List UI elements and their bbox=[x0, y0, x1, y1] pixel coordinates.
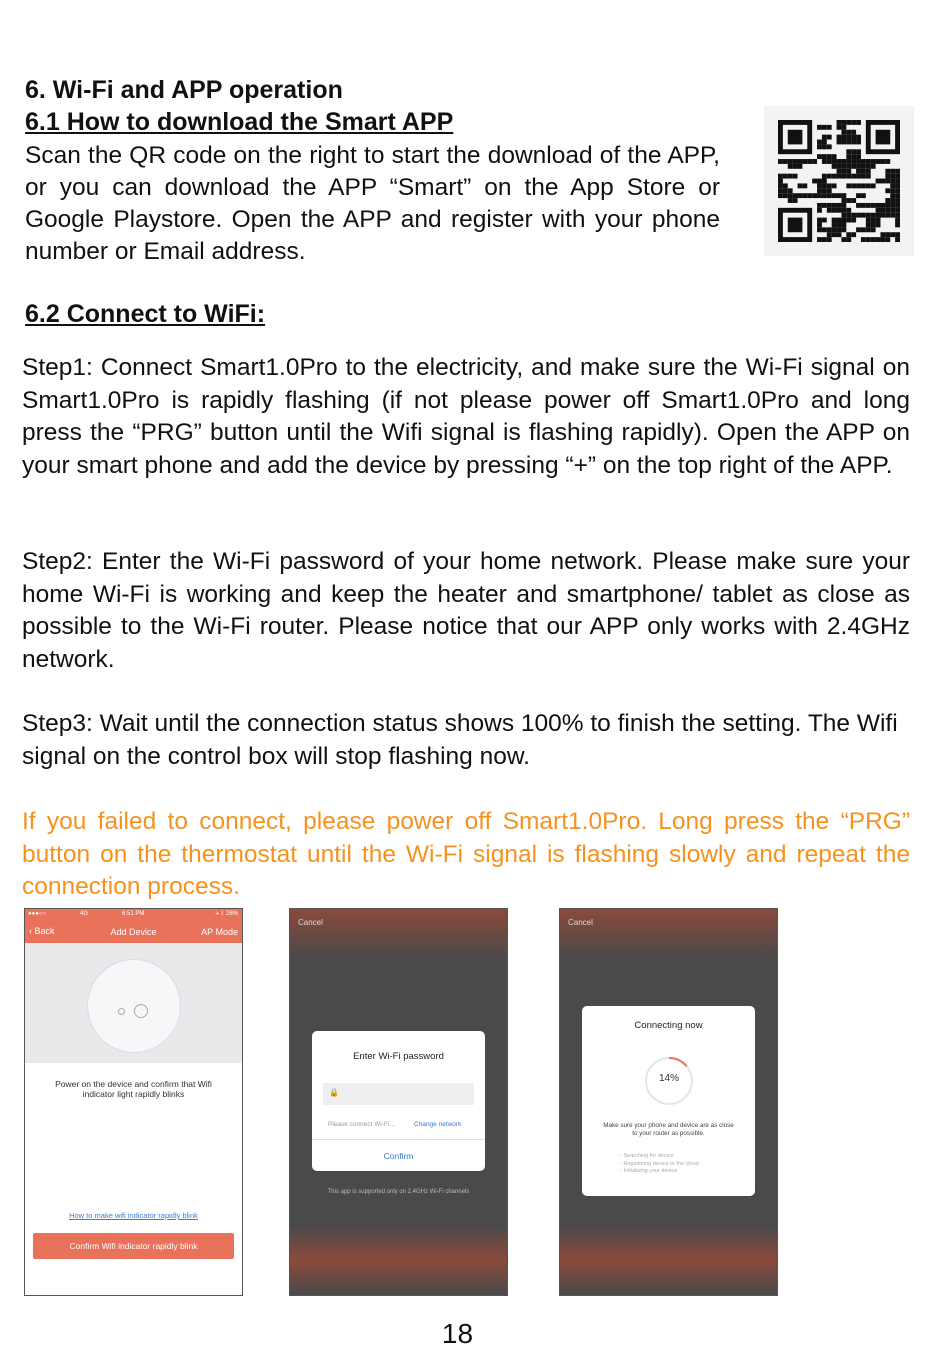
header-title: Add Device bbox=[110, 927, 157, 937]
status-battery: ✈ ᛒ 26% bbox=[215, 911, 238, 917]
dimmed-header bbox=[560, 909, 777, 959]
password-dialog bbox=[312, 1031, 485, 1171]
section-heading: 6. Wi-Fi and APP operation bbox=[25, 76, 343, 104]
warning-paragraph: If you failed to connect, please power off Smart1.0Pro. Long press the “PRG” button on the thermostat until the Wi-Fi signal is flashing slowly and repeat the connection process. bbox=[22, 808, 910, 900]
device-illustration bbox=[25, 943, 242, 1063]
footer-note: This app is supported only on 2.4GHz Wi-Fi channels bbox=[327, 1189, 470, 1195]
step3-paragraph: Step3: Wait until the connection status shows 100% to finish the setting. The Wifi signal on the control box will stop flashing now. bbox=[22, 710, 898, 770]
cancel-button[interactable]: Cancel bbox=[298, 918, 323, 927]
help-link[interactable]: How to make wifi indicator rapidly blink bbox=[69, 1211, 198, 1220]
confirm-button[interactable]: Confirm bbox=[383, 1151, 414, 1161]
dimmed-header bbox=[290, 909, 507, 959]
cancel-button[interactable]: Cancel bbox=[568, 918, 593, 927]
progress-label: 14% bbox=[658, 1073, 679, 1084]
connect-hint: Please connect Wi-Fi... bbox=[328, 1121, 395, 1128]
device-icon bbox=[87, 959, 181, 1053]
screenshot-add-device bbox=[24, 908, 243, 1296]
step-item: ◦ Registering device to the cloud bbox=[620, 1160, 699, 1167]
change-network-link[interactable]: Change network bbox=[414, 1121, 462, 1128]
dimmed-button bbox=[290, 1225, 507, 1295]
proximity-note: Make sure your phone and device are as close to your router as possible. bbox=[603, 1122, 734, 1137]
status-carrier: ●●●○○ bbox=[28, 911, 47, 917]
intro-paragraph: Scan the QR code on the right to start the download of the APP, or you can download the APP “Smart” on the App Store or Google Playstore. Open the APP and register with your phone number or Email address. bbox=[25, 142, 720, 265]
dialog-title: Connecting now bbox=[634, 1020, 703, 1031]
connect-subheading: 6.2 Connect to WiFi: bbox=[25, 300, 266, 328]
instruction-text: Power on the device and confirm that Wifi indicator light rapidly blinks bbox=[55, 1079, 212, 1099]
qr-code bbox=[764, 106, 914, 256]
status-time: 6:51 PM bbox=[122, 911, 145, 917]
screenshot-wifi-password bbox=[289, 908, 508, 1296]
step-item: ◦ Searching for device bbox=[620, 1153, 674, 1159]
dimmed-button bbox=[560, 1225, 777, 1295]
ap-mode-button[interactable]: AP Mode bbox=[201, 927, 238, 937]
password-input[interactable] bbox=[323, 1083, 474, 1105]
page-number: 18 bbox=[441, 1318, 474, 1349]
app-header bbox=[25, 921, 242, 943]
download-subheading: 6.1 How to download the Smart APP bbox=[25, 108, 454, 136]
connecting-dialog bbox=[582, 1006, 755, 1196]
status-bar bbox=[25, 909, 242, 921]
lock-icon: 🔒 bbox=[329, 1088, 339, 1097]
step-item: ◦ Initializing your device bbox=[620, 1168, 678, 1174]
back-label: Back bbox=[34, 926, 55, 936]
step-list bbox=[620, 1153, 699, 1176]
dialog-title: Enter Wi-Fi password bbox=[353, 1051, 444, 1062]
chevron-left-icon: ‹ bbox=[29, 926, 35, 936]
power-icon bbox=[134, 1004, 148, 1018]
screenshot-connecting bbox=[559, 908, 778, 1296]
status-network: 4G bbox=[80, 911, 89, 917]
step2-paragraph: Step2: Enter the Wi-Fi password of your home network. Please make sure your home Wi-Fi is working and keep the heater and smartphone/ tablet as close as possible to the Wi-Fi router. Please notice that our APP only works with 2.4GHz network. bbox=[22, 548, 910, 673]
step1-paragraph: Step1: Connect Smart1.0Pro to the electricity, and make sure the Wi-Fi signal on Smart1.0Pro is rapidly flashing (if not please power off Smart1.0Pro and long press the “PRG” button until the Wifi signal is flashing rapidly). Open the APP on your smart phone and add the device by pressing “+” on the top right of the APP. bbox=[22, 354, 910, 479]
confirm-blink-button[interactable]: Confirm Wifi indicator rapidly blink bbox=[33, 1233, 234, 1259]
